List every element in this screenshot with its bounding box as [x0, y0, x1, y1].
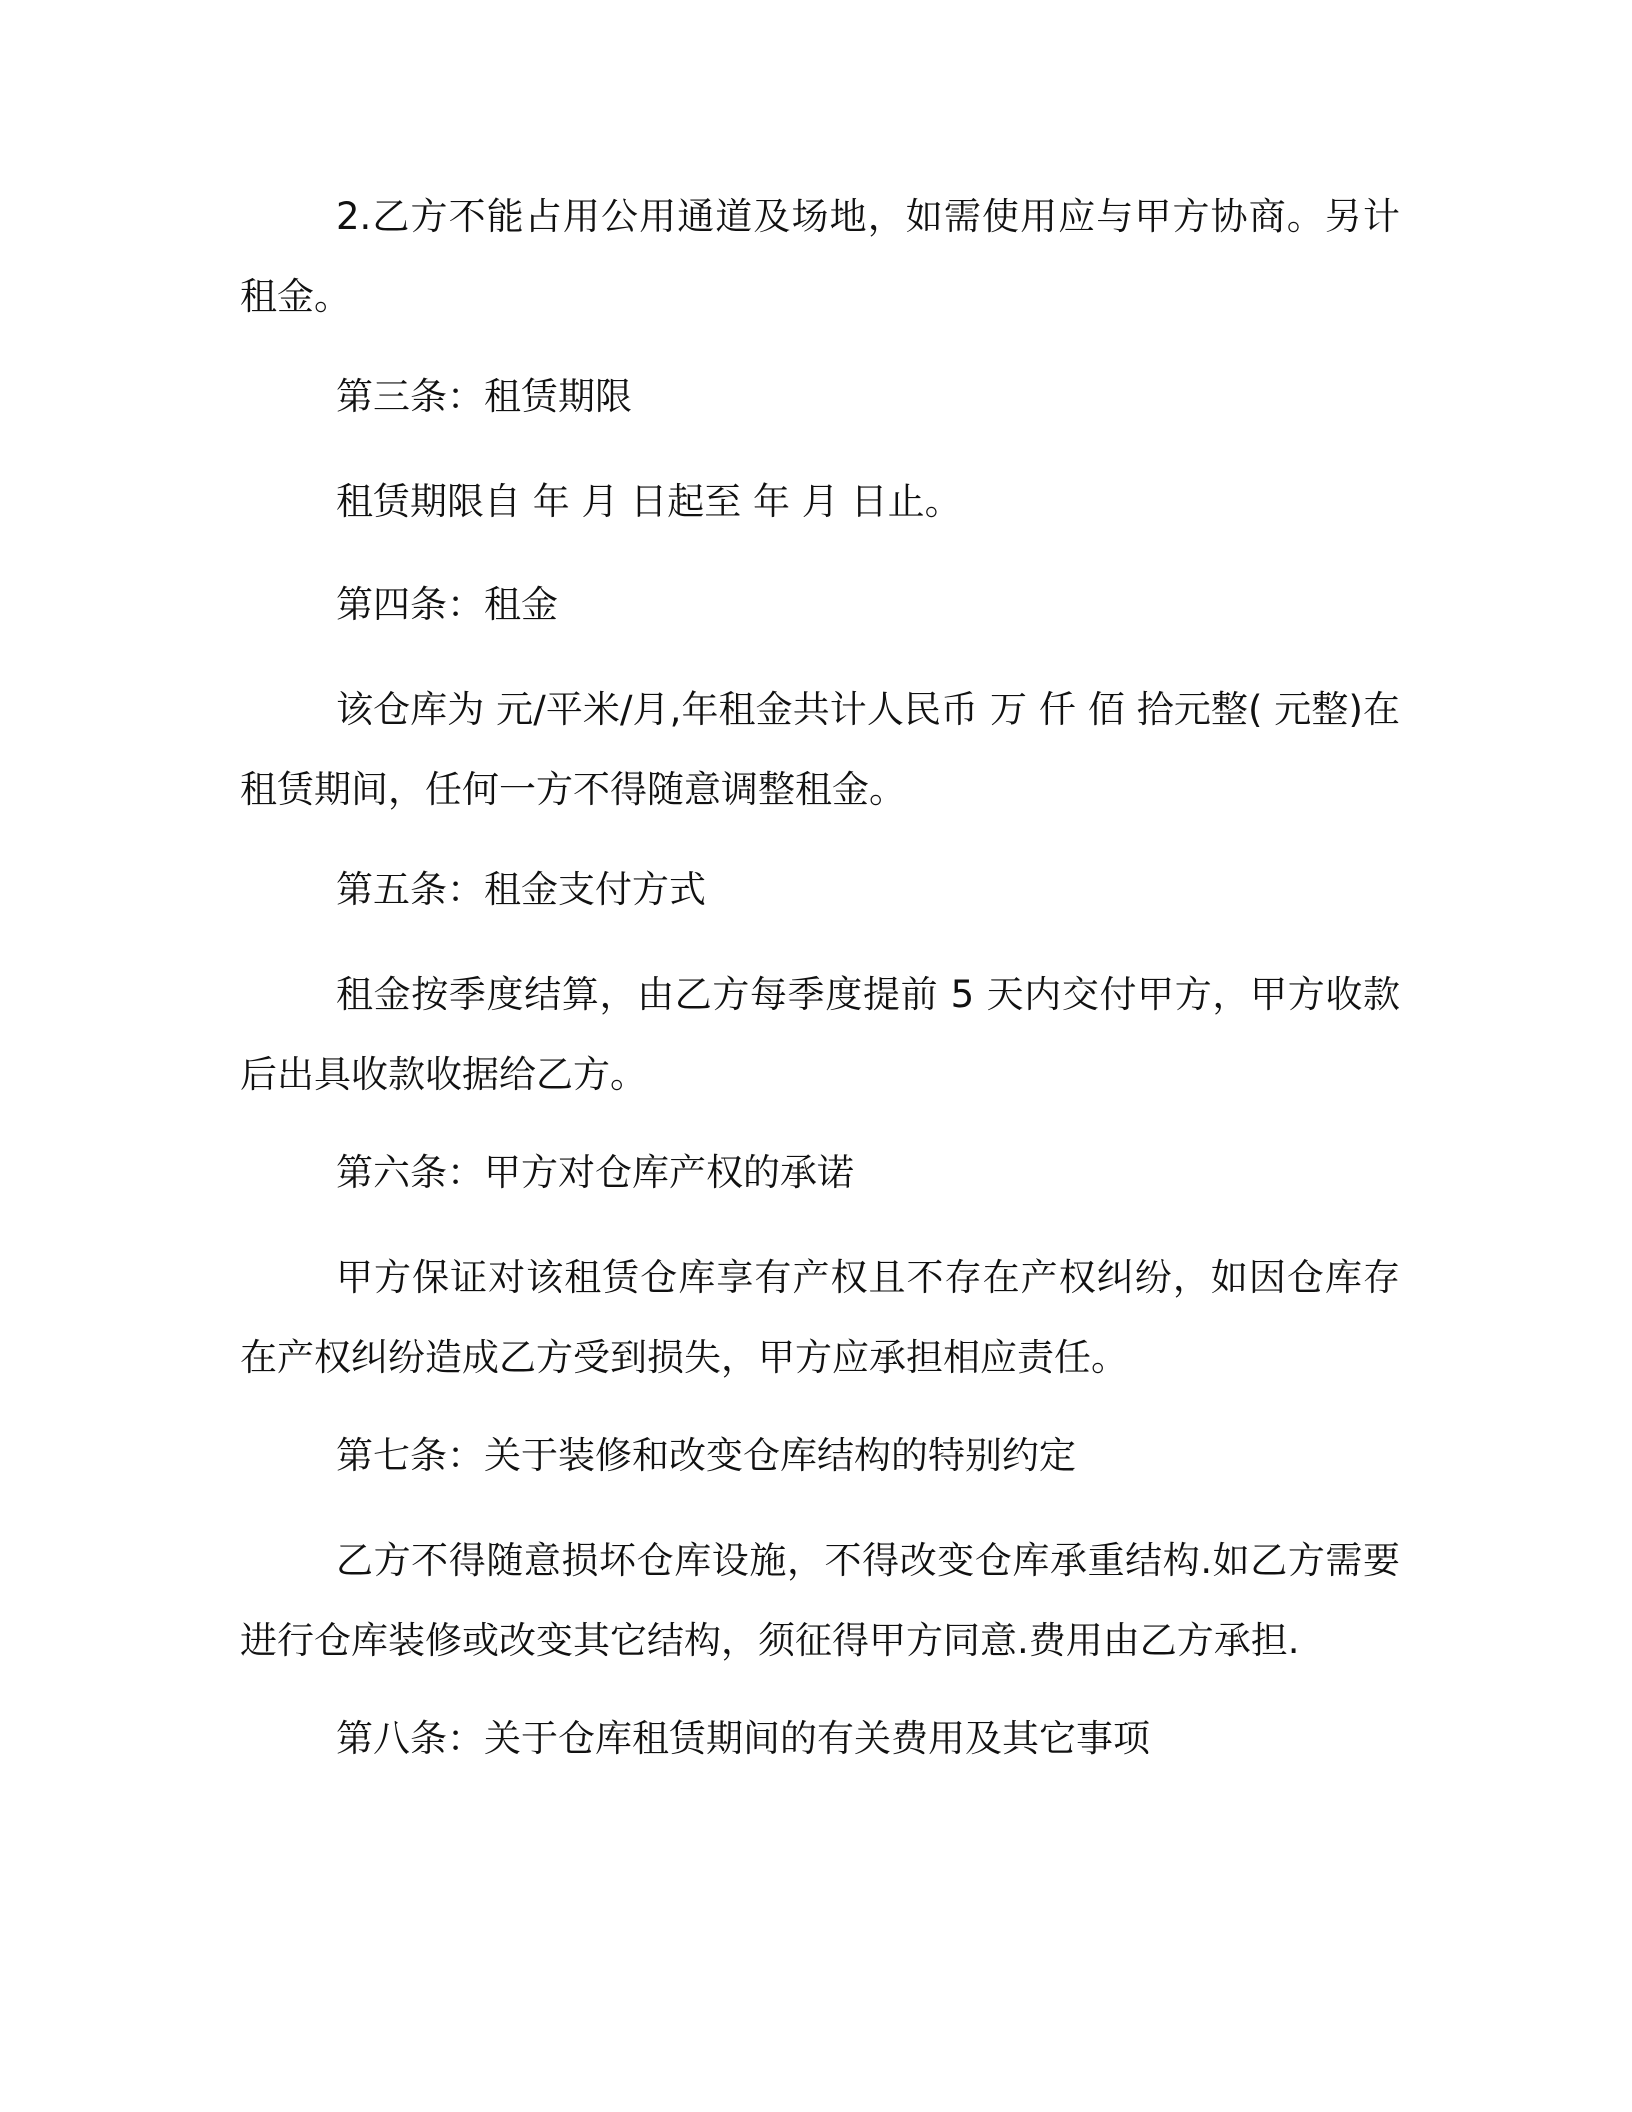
article-6-heading: 第六条：甲方对仓库产权的承诺 — [336, 1151, 854, 1194]
article-8-heading: 第八条：关于仓库租赁期间的有关费用及其它事项 — [336, 1717, 1150, 1760]
property-warranty-text: 甲方保证对该租赁仓库享有产权且不存在产权纠纷，如因仓库存在产权纠纷造成乙方受到损失，甲方应承担相应责任。 — [240, 1256, 1400, 1379]
article-4-heading: 第四条：租金 — [336, 583, 558, 626]
article-3-heading: 第三条：租赁期限 — [336, 375, 632, 418]
rent-payment-text: 租金按季度结算，由乙方每季度提前 5 天内交付甲方，甲方收款后出具收款收据给乙方。 — [240, 973, 1400, 1096]
renovation-text: 乙方不得随意损坏仓库设施，不得改变仓库承重结构.如乙方需要进行仓库装修或改变其它结构，须征得甲方同意.费用由乙方承担. — [240, 1539, 1400, 1662]
rent-amount-text: 该仓库为 元/平米/月,年租金共计人民币 万 仟 佰 拾元整( 元整)在租赁期间，任何一方不得随意调整租金。 — [240, 688, 1400, 811]
lease-term-text: 租赁期限自 年 月 日起至 年 月 日止。 — [336, 480, 962, 523]
article-5-heading: 第五条：租金支付方式 — [336, 868, 706, 911]
article-7-heading: 第七条：关于装修和改变仓库结构的特别约定 — [336, 1434, 1076, 1477]
clause-2-public-passage: 2.乙方不能占用公用通道及场地，如需使用应与甲方协商。另计租金。 — [240, 195, 1400, 318]
